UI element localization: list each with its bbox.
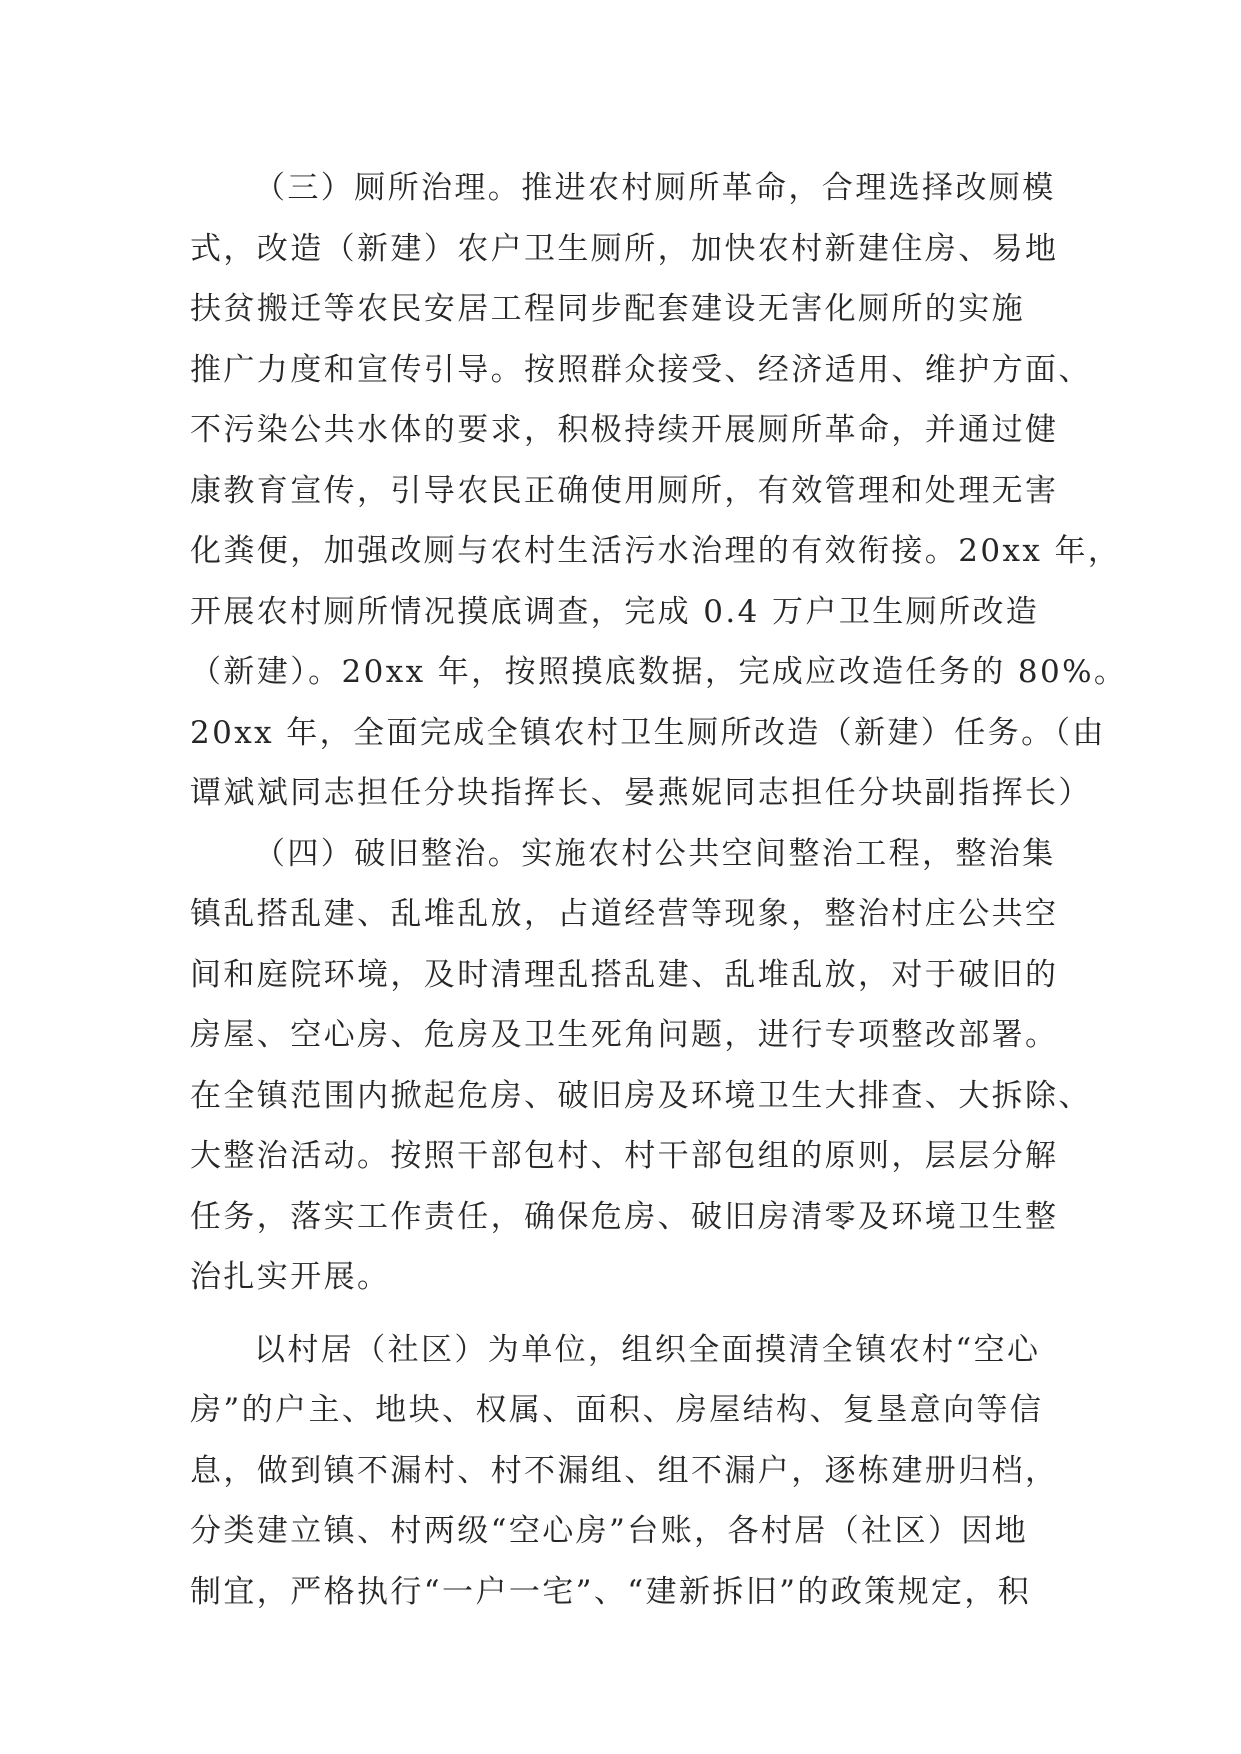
paragraph-line: 在全镇范围内掀起危房、破旧房及环境卫生大排查、大拆除、	[190, 1077, 1092, 1114]
paragraph-line: （新建）。20xx 年，按照摸底数据，完成应改造任务的 80%。	[190, 654, 1128, 690]
paragraph-line: 20xx 年，全面完成全镇农村卫生厕所改造（新建）任务。（由	[190, 714, 1106, 751]
paragraph-line: （四）破旧整治。实施农村公共空间整治工程，整治集	[254, 835, 1056, 872]
paragraph-gap	[190, 1308, 1070, 1320]
paragraph-line: 化粪便，加强改厕与农村生活污水治理的有效衔接。20xx 年，	[190, 533, 1122, 569]
paragraph-line: 不污染公共水体的要求，积极持续开展厕所革命，并通过健	[190, 412, 1059, 448]
paragraph-line: 推广力度和宣传引导。按照群众接受、经济适用、维护方面、	[190, 351, 1092, 388]
paragraph-line: 制宜，严格执行“一户一宅”、“建新拆旧”的政策规定，积	[190, 1573, 1032, 1610]
paragraph-line: 房屋、空心房、危房及卫生死角问题，进行专项整改部署。	[190, 1017, 1059, 1053]
paragraph-line: 康教育宣传，引导农民正确使用厕所，有效管理和处理无害	[190, 472, 1059, 509]
paragraph-line: 间和庭院环境，及时清理乱搭乱建、乱堆乱放，对于破旧的	[190, 956, 1059, 993]
paragraph-line: 分类建立镇、村两级“空心房”台账，各村居（社区）因地	[190, 1513, 1029, 1549]
paragraph-line: 开展农村厕所情况摸底调查，完成 0.4 万户卫生厕所改造	[190, 593, 1040, 630]
document-body	[190, 158, 1128, 1622]
paragraph-line: 扶贫搬迁等农民安居工程同步配套建设无害化厕所的实施	[190, 291, 1025, 327]
paragraph-line: 息，做到镇不漏村、村不漏组、组不漏户，逐栋建册归档，	[190, 1452, 1059, 1489]
paragraph-line: 谭斌斌同志担任分块指挥长、晏燕妮同志担任分块副指挥长）	[190, 775, 1092, 811]
paragraph-line: 以村居（社区）为单位，组织全面摸清全镇农村“空心	[254, 1331, 1041, 1368]
paragraph-line: 治扎实开展。	[190, 1259, 391, 1295]
paragraph-line: 大整治活动。按照干部包村、村干部包组的原则，层层分解	[190, 1138, 1059, 1174]
paragraph-line: 式，改造（新建）农户卫生厕所，加快农村新建住房、易地	[190, 230, 1059, 267]
paragraph-line: 任务，落实工作责任，确保危房、破旧房清零及环境卫生整	[190, 1198, 1059, 1235]
paragraph-line: （三）厕所治理。推进农村厕所革命，合理选择改厕模	[254, 170, 1056, 206]
paragraph-line: 镇乱搭乱建、乱堆乱放，占道经营等现象，整治村庄公共空	[190, 896, 1059, 932]
paragraph-line: 房”的户主、地块、权属、面积、房屋结构、复垦意向等信	[190, 1392, 1044, 1428]
